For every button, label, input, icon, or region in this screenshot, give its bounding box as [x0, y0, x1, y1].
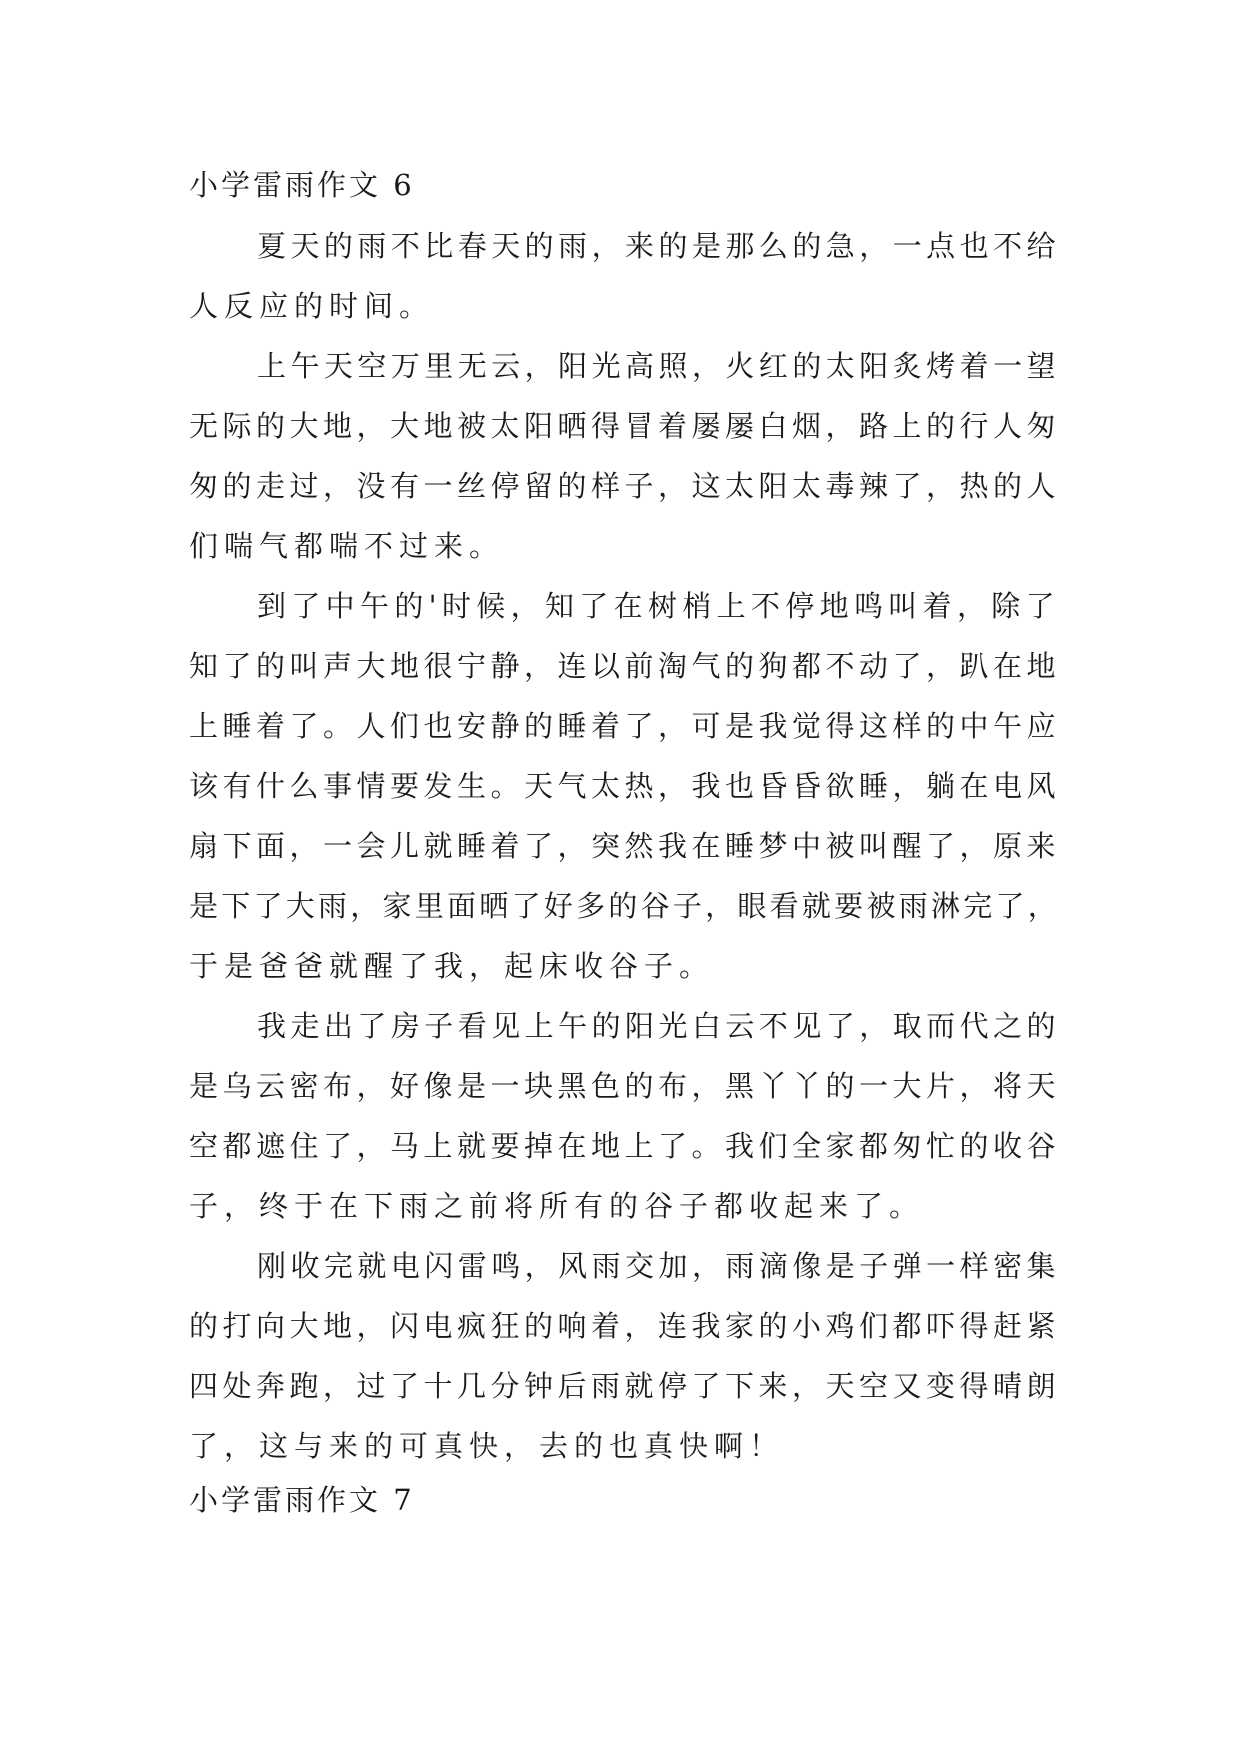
text-line: 知了的叫声大地很宁静，连以前淘气的狗都不动了，趴在地	[189, 649, 1061, 683]
text-line: 上午天空万里无云，阳光高照，火红的太阳炙烤着一望	[257, 349, 1061, 383]
text-line: 我走出了房子看见上午的阳光白云不见了，取而代之的	[257, 1009, 1061, 1043]
text-line: 匆的走过，没有一丝停留的样子，这太阳太毒辣了，热的人	[189, 469, 1061, 503]
text-line: 的打向大地，闪电疯狂的响着，连我家的小鸡们都吓得赶紧	[189, 1309, 1061, 1343]
text-line: 们喘气都喘不过来。	[189, 529, 505, 563]
text-line: 四处奔跑，过了十几分钟后雨就停了下来，天空又变得晴朗	[189, 1369, 1061, 1403]
text-line: 夏天的雨不比春天的雨，来的是那么的急，一点也不给	[257, 229, 1061, 263]
essay-title-7: 小学雷雨作文 7	[189, 1483, 415, 1517]
text-line: 空都遮住了，马上就要掉在地上了。我们全家都匆忙的收谷	[189, 1129, 1061, 1163]
text-line: 到了中午的'时候，知了在树梢上不停地鸣叫着，除了	[257, 589, 1060, 623]
essay-title-6: 小学雷雨作文 6	[189, 168, 415, 202]
text-line: 该有什么事情要发生。天气太热，我也昏昏欲睡，躺在电风	[189, 769, 1061, 803]
text-line: 了，这与来的可真快，去的也真快啊！	[189, 1429, 785, 1463]
text-line: 是下了大雨，家里面晒了好多的谷子，眼看就要被雨淋完了，	[189, 889, 1061, 923]
text-line: 无际的大地，大地被太阳晒得冒着屡屡白烟，路上的行人匆	[189, 409, 1061, 443]
text-line: 人反应的时间。	[189, 289, 435, 323]
text-line: 上睡着了。人们也安静的睡着了，可是我觉得这样的中午应	[189, 709, 1061, 743]
text-line: 子，终于在下雨之前将所有的谷子都收起来了。	[189, 1189, 925, 1223]
text-line: 是乌云密布，好像是一块黑色的布，黑丫丫的一大片，将天	[189, 1069, 1061, 1103]
text-line: 扇下面，一会儿就睡着了，突然我在睡梦中被叫醒了，原来	[189, 829, 1061, 863]
text-line: 刚收完就电闪雷鸣，风雨交加，雨滴像是子弹一样密集	[257, 1249, 1061, 1283]
text-line: 于是爸爸就醒了我，起床收谷子。	[189, 949, 715, 983]
